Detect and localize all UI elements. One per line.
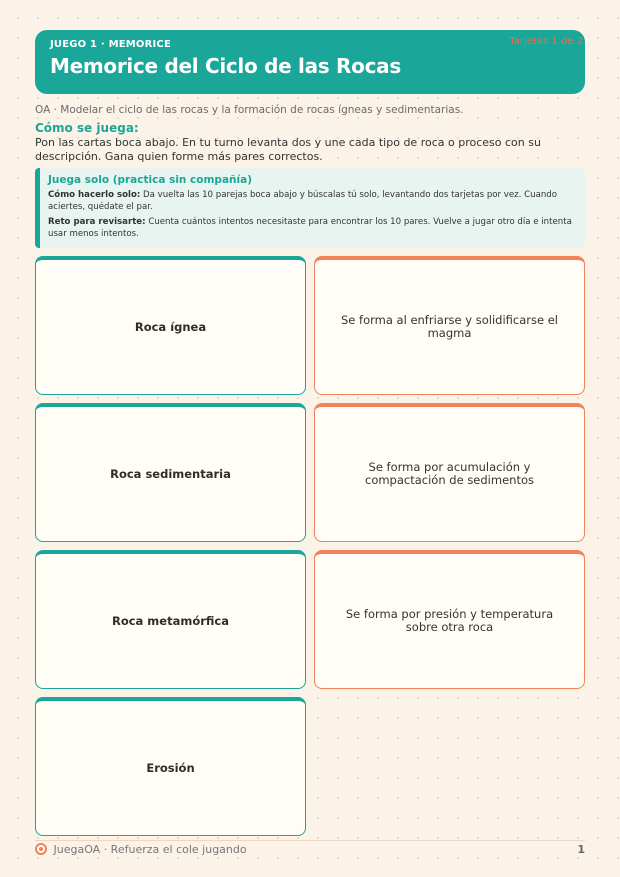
card-desc-metamorphic[interactable] bbox=[314, 550, 585, 689]
solo-play-box bbox=[35, 168, 585, 248]
game-label: JUEGO 1 · MEMORICE bbox=[50, 39, 172, 50]
how-to-play-text: Pon las cartas boca abajo. En tu turno levanta dos y une cada tipo de roca o proceso con su descripción. Gana quien forme más pares correctos. bbox=[35, 136, 541, 163]
footer bbox=[35, 843, 585, 856]
card-desc-igneous[interactable] bbox=[314, 256, 585, 395]
game-header bbox=[35, 30, 585, 94]
card-rock-igneous[interactable] bbox=[35, 256, 306, 395]
footer-divider bbox=[35, 840, 585, 841]
solo-challenge-paragraph bbox=[48, 216, 575, 240]
solo-title: Juega solo (practica sin compañía) bbox=[48, 174, 252, 186]
card-label: Roca ígnea bbox=[134, 319, 207, 334]
page-title: Memorice del Ciclo de las Rocas bbox=[50, 54, 401, 78]
card-label: Roca sedimentaria bbox=[110, 466, 231, 481]
card-rock-erosion[interactable] bbox=[35, 697, 306, 836]
brand-logo-icon bbox=[35, 843, 47, 855]
page-number: 1 bbox=[577, 843, 585, 856]
solo-how-paragraph bbox=[48, 189, 575, 213]
card-label: Erosión bbox=[146, 760, 195, 775]
solo-how-text: Da vuelta las 10 parejas boca abajo y búscalas tú solo, levantando dos tarjetas por vez. Cuando aciertes, quédate el par. bbox=[48, 190, 558, 212]
card-label: Roca metamórfica bbox=[111, 613, 230, 628]
card-rock-sedimentary[interactable] bbox=[35, 403, 306, 542]
card-label: Se forma al enfriarse y solidificarse el magma bbox=[341, 313, 558, 340]
solo-challenge-text: Cuenta cuántos intentos necesitaste para encontrar los 10 pares. Vuelve a jugar otro día e intenta usar menos intentos. bbox=[48, 217, 572, 239]
card-label: Se forma por presión y temperatura sobre otra roca bbox=[345, 607, 554, 634]
solo-challenge-label: Reto para revisarte: bbox=[48, 217, 146, 227]
card-desc-sedimentary[interactable] bbox=[314, 403, 585, 542]
card-pager: Tarjetas 1 de 2 bbox=[509, 36, 583, 47]
solo-how-label: Cómo hacerlo solo: bbox=[48, 190, 141, 200]
card-rock-metamorphic[interactable] bbox=[35, 550, 306, 689]
how-to-play-title: Cómo se juega: bbox=[35, 121, 139, 135]
learning-objective: OA · Modelar el ciclo de las rocas y la formación de rocas ígneas y sedimentarias. bbox=[35, 104, 464, 116]
footer-brand: JuegaOA · Refuerza el cole jugando bbox=[53, 843, 247, 856]
card-label: Se forma por acumulación y compactación de sedimentos bbox=[365, 460, 534, 487]
